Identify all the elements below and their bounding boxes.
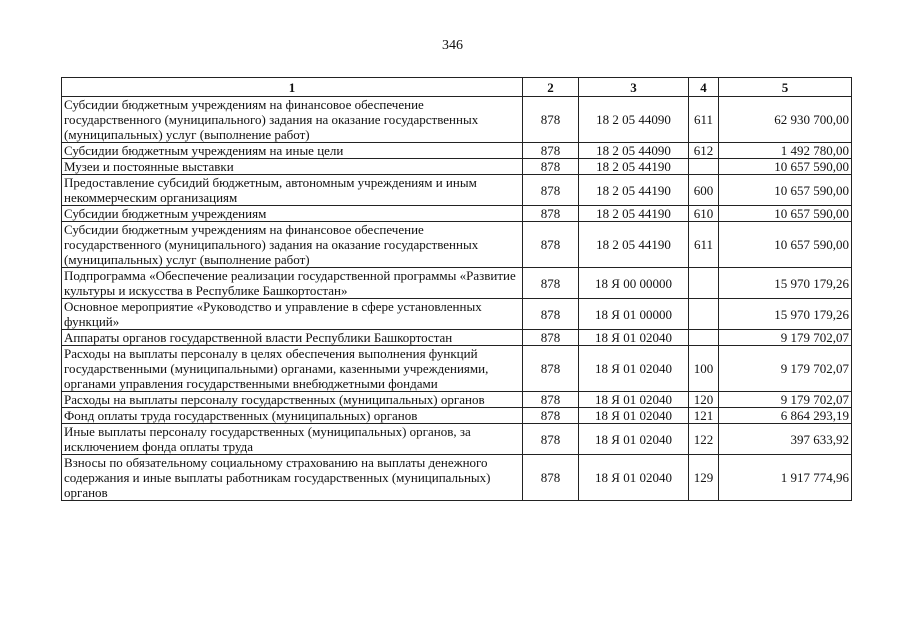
row-type-cell [689, 268, 719, 299]
row-type-cell: 122 [689, 424, 719, 455]
row-type-cell [689, 330, 719, 346]
row-code-cell: 878 [523, 175, 579, 206]
row-amount-cell: 10 657 590,00 [719, 159, 852, 175]
row-name-cell: Аппараты органов государственной власти Республики Башкортостан [62, 330, 523, 346]
row-amount-cell: 10 657 590,00 [719, 206, 852, 222]
row-code-cell: 878 [523, 392, 579, 408]
row-name-cell: Иные выплаты персоналу государственных (муниципальных) органов, за исключением фонда оплаты труда [62, 424, 523, 455]
table-row [62, 299, 852, 330]
table-row [62, 159, 852, 175]
table-row [62, 143, 852, 159]
page-number: 346 [442, 38, 463, 53]
table-row [62, 424, 852, 455]
table-row [62, 222, 852, 268]
row-name-cell: Субсидии бюджетным учреждениям [62, 206, 523, 222]
row-amount-cell: 10 657 590,00 [719, 222, 852, 268]
table-row [62, 408, 852, 424]
row-csr-cell: 18 2 05 44190 [579, 175, 689, 206]
row-csr-cell: 18 2 05 44090 [579, 97, 689, 143]
row-csr-cell: 18 Я 01 02040 [579, 392, 689, 408]
table-row [62, 330, 852, 346]
header-col-3: 3 [579, 78, 689, 97]
row-type-cell [689, 299, 719, 330]
row-amount-cell: 10 657 590,00 [719, 175, 852, 206]
row-code-cell: 878 [523, 222, 579, 268]
row-csr-cell: 18 2 05 44090 [579, 143, 689, 159]
table-row [62, 392, 852, 408]
row-csr-cell: 18 Я 01 02040 [579, 330, 689, 346]
row-amount-cell: 15 970 179,26 [719, 268, 852, 299]
row-name-cell: Взносы по обязательному социальному страхованию на выплаты денежного содержания и иные выплаты работникам государственных (муниципальных) органов [62, 455, 523, 501]
row-type-cell [689, 159, 719, 175]
row-csr-cell: 18 Я 01 02040 [579, 408, 689, 424]
row-name-cell: Субсидии бюджетным учреждениям на иные цели [62, 143, 523, 159]
row-type-cell: 600 [689, 175, 719, 206]
header-col-2: 2 [523, 78, 579, 97]
row-name-cell: Субсидии бюджетным учреждениям на финансовое обеспечение государственного (муниципального) задания на оказание государственных (муниципальных) услуг (выполнение работ) [62, 222, 523, 268]
row-name-cell: Подпрограмма «Обеспечение реализации государственной программы «Развитие культуры и искусства в Республике Башкортостан» [62, 268, 523, 299]
row-amount-cell: 1 917 774,96 [719, 455, 852, 501]
header-col-1: 1 [62, 78, 523, 97]
row-amount-cell: 397 633,92 [719, 424, 852, 455]
header-col-5: 5 [719, 78, 852, 97]
table-row [62, 346, 852, 392]
row-amount-cell: 6 864 293,19 [719, 408, 852, 424]
row-amount-cell: 9 179 702,07 [719, 392, 852, 408]
row-code-cell: 878 [523, 299, 579, 330]
table-row [62, 97, 852, 143]
row-csr-cell: 18 2 05 44190 [579, 159, 689, 175]
row-code-cell: 878 [523, 455, 579, 501]
row-code-cell: 878 [523, 424, 579, 455]
row-csr-cell: 18 2 05 44190 [579, 206, 689, 222]
table-body [62, 97, 852, 501]
table-row [62, 455, 852, 501]
row-amount-cell: 1 492 780,00 [719, 143, 852, 159]
row-name-cell: Фонд оплаты труда государственных (муниципальных) органов [62, 408, 523, 424]
row-csr-cell: 18 Я 01 02040 [579, 424, 689, 455]
row-code-cell: 878 [523, 97, 579, 143]
row-amount-cell: 9 179 702,07 [719, 346, 852, 392]
row-csr-cell: 18 Я 01 00000 [579, 299, 689, 330]
budget-table [61, 77, 852, 501]
row-type-cell: 121 [689, 408, 719, 424]
row-type-cell: 611 [689, 97, 719, 143]
table-row [62, 268, 852, 299]
row-code-cell: 878 [523, 159, 579, 175]
row-code-cell: 878 [523, 268, 579, 299]
row-amount-cell: 62 930 700,00 [719, 97, 852, 143]
table-row [62, 175, 852, 206]
row-csr-cell: 18 2 05 44190 [579, 222, 689, 268]
row-csr-cell: 18 Я 01 02040 [579, 346, 689, 392]
row-type-cell: 610 [689, 206, 719, 222]
row-type-cell: 612 [689, 143, 719, 159]
row-code-cell: 878 [523, 346, 579, 392]
row-amount-cell: 9 179 702,07 [719, 330, 852, 346]
row-name-cell: Субсидии бюджетным учреждениям на финансовое обеспечение государственного (муниципального) задания на оказание государственных (муниципальных) услуг (выполнение работ) [62, 97, 523, 143]
table-row [62, 206, 852, 222]
row-code-cell: 878 [523, 408, 579, 424]
row-code-cell: 878 [523, 143, 579, 159]
row-type-cell: 100 [689, 346, 719, 392]
row-csr-cell: 18 Я 00 00000 [579, 268, 689, 299]
header-col-4: 4 [689, 78, 719, 97]
row-code-cell: 878 [523, 206, 579, 222]
row-type-cell: 120 [689, 392, 719, 408]
row-name-cell: Расходы на выплаты персоналу в целях обеспечения выполнения функций государственными (муниципальными) органами, казенными учреждениями, органами управления государственными внебюджетными фондами [62, 346, 523, 392]
row-name-cell: Расходы на выплаты персоналу государственных (муниципальных) органов [62, 392, 523, 408]
row-amount-cell: 15 970 179,26 [719, 299, 852, 330]
table-header-row [62, 78, 852, 97]
row-code-cell: 878 [523, 330, 579, 346]
row-csr-cell: 18 Я 01 02040 [579, 455, 689, 501]
row-name-cell: Основное мероприятие «Руководство и управление в сфере установленных функций» [62, 299, 523, 330]
row-type-cell: 611 [689, 222, 719, 268]
row-name-cell: Музеи и постоянные выставки [62, 159, 523, 175]
row-type-cell: 129 [689, 455, 719, 501]
row-name-cell: Предоставление субсидий бюджетным, автономным учреждениям и иным некоммерческим организациям [62, 175, 523, 206]
